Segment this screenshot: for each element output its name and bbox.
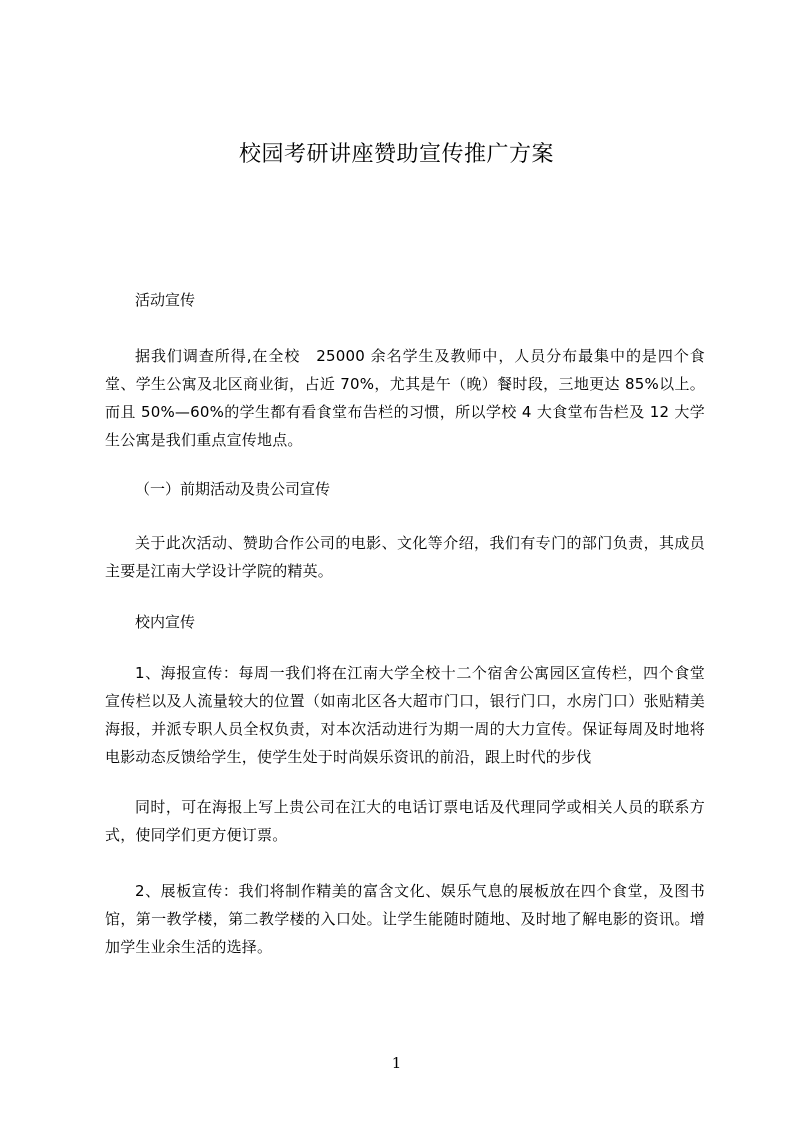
paragraph-poster-promotion: 1、海报宣传：每周一我们将在江南大学全校十二个宿舍公寓园区宣传栏，四个食堂宣传栏以及人流量较大的位置（如南北区各大超市门口，银行门口，水房门口）张贴精美海报，并派专职人员全权负责，对本次活动进行为期一周的大力宣传。保证每周及时地将电影动态反馈给学生，使学生处于时尚娱乐资讯的前沿，跟上时代的步伐: [105, 664, 705, 766]
section-heading-campus-promotion: 校内宣传: [135, 613, 196, 631]
page-number: 1: [391, 1054, 402, 1072]
section-heading-early-activity: （一）前期活动及贵公司宣传: [135, 480, 331, 498]
document-title: 校园考研讲座赞助宣传推广方案: [238, 142, 554, 167]
paragraph-survey: 据我们调查所得,在全校 25000 余名学生及教师中，人员分布最集中的是四个食堂、学生公寓及北区商业街，占近 70%，尤其是午（晚）餐时段，三地更达 85%以上。而且 50%—60%的学生都有看食堂布告栏的习惯，所以学校 4 大食堂布告栏及 12 大学生公寓是我们重点宣传地点。: [105, 347, 705, 449]
paragraph-display-board: 2、展板宣传：我们将制作精美的富含文化、娱乐气息的展板放在四个食堂，及图书馆，第一教学楼，第二教学楼的入口处。让学生能随时随地、及时地了解电影的资讯。增加学生业余生活的选择。: [105, 882, 705, 956]
section-heading-activity-promotion: 活动宣传: [135, 291, 196, 309]
paragraph-introduction: 关于此次活动、赞助合作公司的电影、文化等介绍，我们有专门的部门负责，其成员主要是江南大学设计学院的精英。: [105, 534, 705, 580]
paragraph-ticket-contact: 同时，可在海报上写上贵公司在江大的电话订票电话及代理同学或相关人员的联系方式，使同学们更方便订票。: [105, 798, 705, 844]
